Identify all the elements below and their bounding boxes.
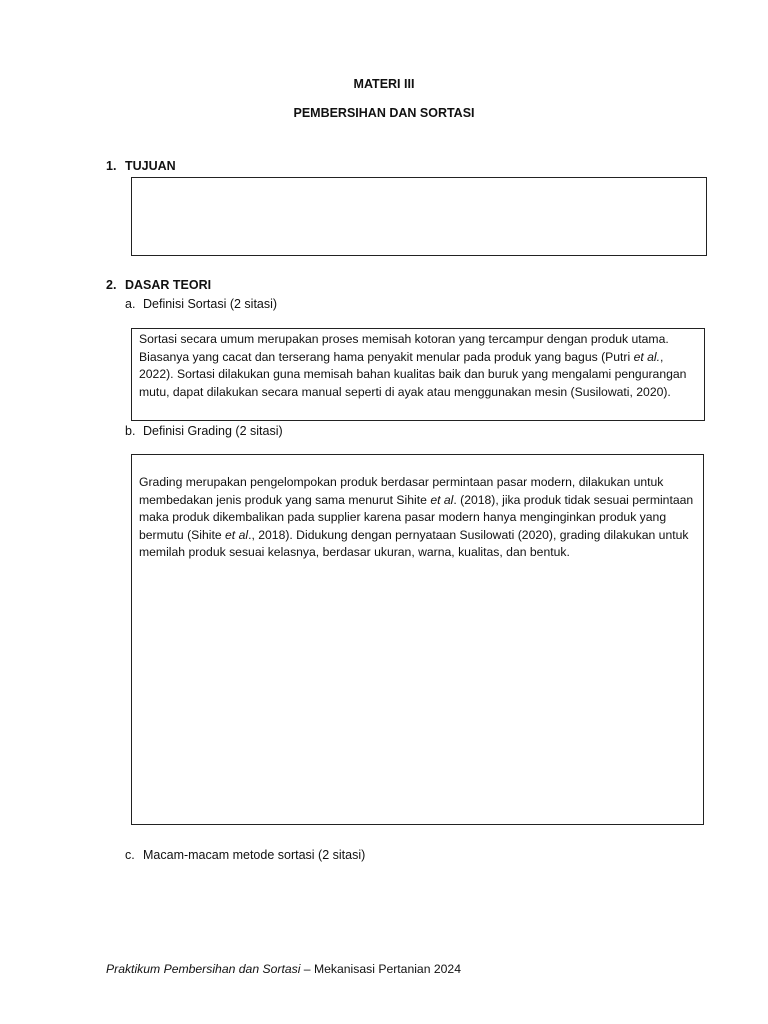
section-number-tujuan: 1. bbox=[106, 159, 117, 173]
definisi-sortasi-box[interactable] bbox=[131, 328, 705, 421]
section-number-dasar-teori: 2. bbox=[106, 278, 117, 292]
page-subtitle: PEMBERSIHAN DAN SORTASI bbox=[293, 106, 475, 120]
subsection-label-definisi-sortasi: Definisi Sortasi (2 sitasi) bbox=[143, 297, 278, 311]
subsection-marker-b: b. bbox=[125, 424, 136, 438]
section-heading-dasar-teori: DASAR TEORI bbox=[125, 278, 212, 292]
definisi-grading-box[interactable] bbox=[131, 454, 704, 825]
page-footer: Praktikum Pembersihan dan Sortasi – Mekanisasi Pertanian 2024 bbox=[106, 962, 461, 976]
section-heading-tujuan: TUJUAN bbox=[125, 159, 176, 173]
subsection-marker-c: c. bbox=[125, 848, 135, 862]
page-title: MATERI III bbox=[353, 77, 415, 91]
definisi-grading-text: Grading merupakan pengelompokan produk berdasar permintaan pasar modern, dilakukan untuk membedakan jenis produk yang sama menurut Sihite et al. (2018), jika produk tidak sesuai permintaan maka produk dikembalikan pada supplier karena pasar modern hanya menginginkan produk yang bermutu (Sihite et al., 2018). Didukung dengan pernyataan Susilowati (2020), grading dilakukan untuk memilah produk sesuai kelasnya, berdasar ukuran, warna, kualitas, dan bentuk. bbox=[139, 475, 694, 559]
subsection-label-definisi-grading: Definisi Grading (2 sitasi) bbox=[143, 424, 283, 438]
definisi-sortasi-text: Sortasi secara umum merupakan proses memisah kotoran yang tercampur dengan produk utama. Biasanya yang cacat dan terserang hama penyakit menular pada produk yang bagus (Putri et al., 2022). Sortasi dilakukan guna memisah bahan kualitas baik dan buruk yang mengalami pengurangan mutu, dapat dilakukan secara manual seperti di ayak atau menggunakan mesin (Susilowati, 2020). bbox=[139, 332, 687, 399]
tujuan-answer-box[interactable] bbox=[131, 177, 707, 256]
subsection-marker-a: a. bbox=[125, 297, 136, 311]
subsection-label-metode-sortasi: Macam-macam metode sortasi (2 sitasi) bbox=[143, 848, 366, 862]
